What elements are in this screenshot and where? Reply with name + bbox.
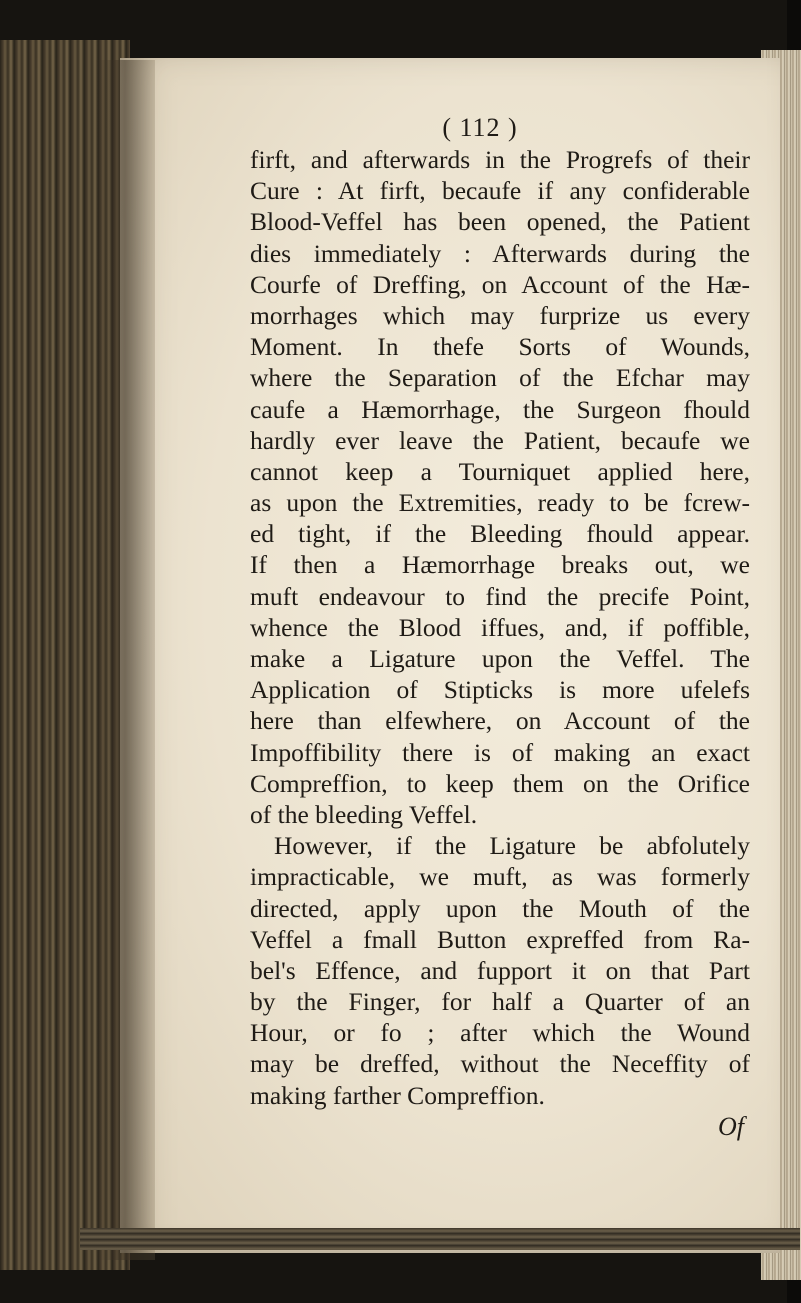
text-line: Veffel a fmall Button expreffed from Ra- xyxy=(250,924,750,954)
text-line: whence the Blood iffues, and, if poffible, xyxy=(250,612,750,642)
text-line: ed tight, if the Bleeding fhould appear. xyxy=(250,519,750,549)
text-line: Hour, or fo ; after which the Wound xyxy=(250,1018,750,1048)
text-line: where the Separation of the Efchar may xyxy=(250,363,750,393)
text-line: directed, apply upon the Mouth of the xyxy=(250,893,750,923)
gutter-shadow xyxy=(95,60,155,1260)
text-line: impracticable, we muft, as was formerly xyxy=(250,862,750,892)
text-line: here than elfewhere, on Account of the xyxy=(250,706,750,736)
text-line: Impoffibility there is of making an exact xyxy=(250,737,750,767)
text-line: caufe a Hæmorrhage, the Surgeon fhould xyxy=(250,394,750,424)
text-line: firft, and afterwards in the Progrefs of their xyxy=(250,145,750,174)
text-line: may be dreffed, without the Neceffity of xyxy=(250,1049,750,1079)
page-text xyxy=(250,112,750,1142)
text-line: If then a Hæmorrhage breaks out, we xyxy=(250,550,750,580)
text-line: muft endeavour to find the precife Point, xyxy=(250,581,750,611)
text-line: bel's Effence, and fupport it on that Part xyxy=(250,955,750,985)
text-line: Blood-Veffel has been opened, the Patient xyxy=(250,207,750,237)
text-line: Application of Stipticks is more ufelefs xyxy=(250,675,750,705)
text-line: Moment. In thefe Sorts of Wounds, xyxy=(250,332,750,362)
text-line: cannot keep a Tourniquet applied here, xyxy=(250,456,750,486)
text-line: making farther Compreffion. xyxy=(250,1080,545,1110)
bottom-page-edge xyxy=(80,1228,800,1250)
text-line: hardly ever leave the Patient, becaufe we xyxy=(250,425,750,455)
text-line: of the bleeding Veffel. xyxy=(250,799,478,829)
text-line: However, if the Ligature be abfolutely xyxy=(274,831,750,861)
text-line: morrhages which may furprize us every xyxy=(250,300,750,330)
text-line: Courfe of Dreffing, on Account of the Hæ- xyxy=(250,269,750,299)
text-line: Cure : At firft, becaufe if any confiderable xyxy=(250,176,750,206)
text-line: make a Ligature upon the Veffel. The xyxy=(250,644,750,673)
text-line: as upon the Extremities, ready to be fcrew- xyxy=(250,488,750,518)
page-number: ( 112 ) xyxy=(442,113,518,142)
text-line: by the Finger, for half a Quarter of an xyxy=(250,987,750,1017)
text-line: dies immediately : Afterwards during the xyxy=(250,238,750,268)
text-line: Compreffion, to keep them on the Orifice xyxy=(250,768,750,798)
catchword: Of xyxy=(718,1111,744,1141)
